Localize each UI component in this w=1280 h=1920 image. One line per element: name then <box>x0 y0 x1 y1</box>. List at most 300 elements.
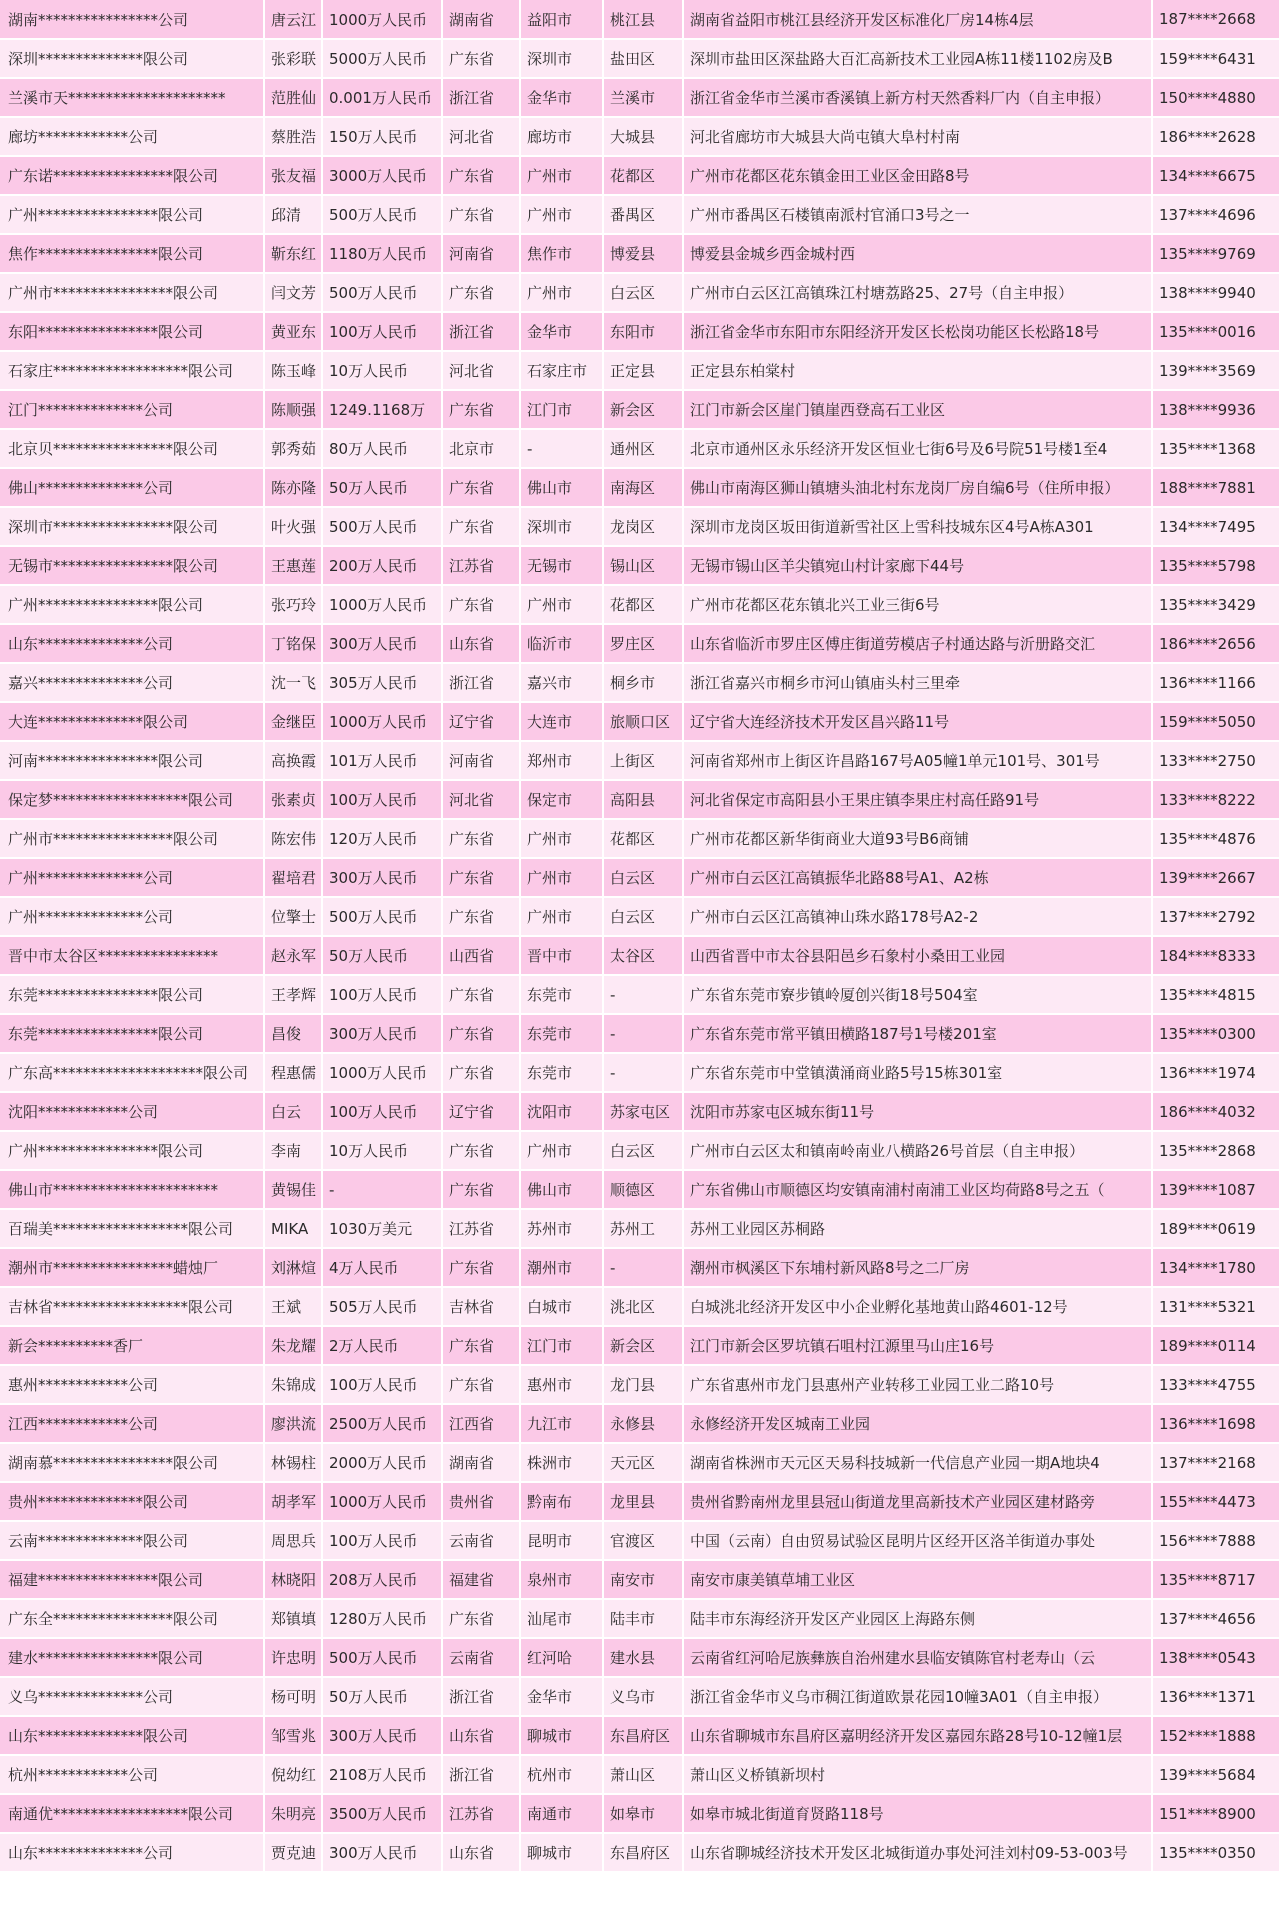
table-row <box>0 936 1280 975</box>
phone-cell: 136****1974 <box>1152 1053 1280 1092</box>
district-cell: 罗庄区 <box>603 624 683 663</box>
address-cell: 辽宁省大连经济技术开发区昌兴路11号 <box>683 702 1152 741</box>
table-row <box>0 1599 1280 1638</box>
table-row <box>0 1404 1280 1443</box>
phone-cell: 137****4696 <box>1152 195 1280 234</box>
address-cell: 河南省郑州市上街区许昌路167号A05幢1单元101号、301号 <box>683 741 1152 780</box>
company-name-cell: 佛山**************公司 <box>0 468 264 507</box>
legal-rep-cell: 朱龙耀 <box>264 1326 322 1365</box>
address-cell: 广东省惠州市龙门县惠州产业转移工业园工业二路10号 <box>683 1365 1152 1404</box>
legal-rep-cell: 贾克迪 <box>264 1833 322 1872</box>
legal-rep-cell: 周思兵 <box>264 1521 322 1560</box>
phone-cell: 135****2868 <box>1152 1131 1280 1170</box>
table-row <box>0 1482 1280 1521</box>
legal-rep-cell: 黄亚东 <box>264 312 322 351</box>
table-row <box>0 1716 1280 1755</box>
city-cell: 广州市 <box>520 195 603 234</box>
capital-cell: 50万人民币 <box>322 468 442 507</box>
capital-cell: 505万人民币 <box>322 1287 442 1326</box>
company-name-cell: 东莞****************限公司 <box>0 975 264 1014</box>
legal-rep-cell: 张彩联 <box>264 39 322 78</box>
table-row <box>0 312 1280 351</box>
city-cell: 广州市 <box>520 156 603 195</box>
address-cell: 山东省聊城经济技术开发区北城街道办事处河洼刘村09-53-003号 <box>683 1833 1152 1872</box>
city-cell: 金华市 <box>520 78 603 117</box>
district-cell: 东阳市 <box>603 312 683 351</box>
city-cell: 金华市 <box>520 1677 603 1716</box>
district-cell: 龙岗区 <box>603 507 683 546</box>
city-cell: 嘉兴市 <box>520 663 603 702</box>
district-cell: 兰溪市 <box>603 78 683 117</box>
city-cell: 黔南布 <box>520 1482 603 1521</box>
address-cell: 江门市新会区罗坑镇石咀村江源里马山庄16号 <box>683 1326 1152 1365</box>
capital-cell: 1000万人民币 <box>322 702 442 741</box>
phone-cell: 135****9769 <box>1152 234 1280 273</box>
address-cell: 浙江省嘉兴市桐乡市河山镇庙头村三里牵 <box>683 663 1152 702</box>
legal-rep-cell: 林锡柱 <box>264 1443 322 1482</box>
legal-rep-cell: MIKA <box>264 1209 322 1248</box>
table-row <box>0 1521 1280 1560</box>
city-cell: 杭州市 <box>520 1755 603 1794</box>
address-cell: 北京市通州区永乐经济开发区恒业七街6号及6号院51号楼1至4 <box>683 429 1152 468</box>
province-cell: 湖南省 <box>442 0 520 39</box>
address-cell: 贵州省黔南州龙里县冠山街道龙里高新技术产业园区建材路旁 <box>683 1482 1152 1521</box>
city-cell: 大连市 <box>520 702 603 741</box>
district-cell: 洮北区 <box>603 1287 683 1326</box>
phone-cell: 133****4755 <box>1152 1365 1280 1404</box>
phone-cell: 136****1698 <box>1152 1404 1280 1443</box>
legal-rep-cell: 邱清 <box>264 195 322 234</box>
capital-cell: 1000万人民币 <box>322 1482 442 1521</box>
address-cell: 沈阳市苏家屯区城东街11号 <box>683 1092 1152 1131</box>
table-row <box>0 1287 1280 1326</box>
phone-cell: 189****0619 <box>1152 1209 1280 1248</box>
district-cell: 白云区 <box>603 1131 683 1170</box>
address-cell: 白城洮北经济开发区中小企业孵化基地黄山路4601-12号 <box>683 1287 1152 1326</box>
phone-cell: 139****3569 <box>1152 351 1280 390</box>
address-cell: 正定县东柏棠村 <box>683 351 1152 390</box>
district-cell: 官渡区 <box>603 1521 683 1560</box>
address-cell: 云南省红河哈尼族彝族自治州建水县临安镇陈官村老寿山（云 <box>683 1638 1152 1677</box>
province-cell: 山西省 <box>442 936 520 975</box>
address-cell: 广东省东莞市中堂镇潢涌商业路5号15栋301室 <box>683 1053 1152 1092</box>
capital-cell: 1000万人民币 <box>322 1053 442 1092</box>
legal-rep-cell: 朱明亮 <box>264 1794 322 1833</box>
address-cell: 广州市花都区花东镇北兴工业三街6号 <box>683 585 1152 624</box>
province-cell: 广东省 <box>442 39 520 78</box>
province-cell: 广东省 <box>442 1326 520 1365</box>
company-name-cell: 江门**************公司 <box>0 390 264 429</box>
phone-cell: 134****7495 <box>1152 507 1280 546</box>
address-cell: 广州市白云区江高镇振华北路88号A1、A2栋 <box>683 858 1152 897</box>
city-cell: 佛山市 <box>520 1170 603 1209</box>
company-name-cell: 南通优******************限公司 <box>0 1794 264 1833</box>
address-cell: 广州市花都区新华街商业大道93号B6商铺 <box>683 819 1152 858</box>
phone-cell: 135****0350 <box>1152 1833 1280 1872</box>
capital-cell: 100万人民币 <box>322 975 442 1014</box>
city-cell: 沈阳市 <box>520 1092 603 1131</box>
district-cell: 桃江县 <box>603 0 683 39</box>
legal-rep-cell: 朱锦成 <box>264 1365 322 1404</box>
legal-rep-cell: 范胜仙 <box>264 78 322 117</box>
province-cell: 广东省 <box>442 507 520 546</box>
address-cell: 永修经济开发区城南工业园 <box>683 1404 1152 1443</box>
capital-cell: 500万人民币 <box>322 1638 442 1677</box>
table-row <box>0 1833 1280 1872</box>
phone-cell: 135****0016 <box>1152 312 1280 351</box>
capital-cell: 100万人民币 <box>322 312 442 351</box>
province-cell: 辽宁省 <box>442 702 520 741</box>
district-cell: 龙门县 <box>603 1365 683 1404</box>
district-cell: 花都区 <box>603 819 683 858</box>
phone-cell: 186****2628 <box>1152 117 1280 156</box>
legal-rep-cell: 位擎士 <box>264 897 322 936</box>
district-cell: 陆丰市 <box>603 1599 683 1638</box>
city-cell: 保定市 <box>520 780 603 819</box>
capital-cell: 300万人民币 <box>322 1014 442 1053</box>
company-name-cell: 山东**************限公司 <box>0 1716 264 1755</box>
capital-cell: 10万人民币 <box>322 1131 442 1170</box>
phone-cell: 155****4473 <box>1152 1482 1280 1521</box>
province-cell: 浙江省 <box>442 1677 520 1716</box>
table-row <box>0 507 1280 546</box>
company-name-cell: 潮州市****************蜡烛厂 <box>0 1248 264 1287</box>
city-cell: 晋中市 <box>520 936 603 975</box>
province-cell: 广东省 <box>442 1248 520 1287</box>
company-name-cell: 广东高********************限公司 <box>0 1053 264 1092</box>
province-cell: 广东省 <box>442 1053 520 1092</box>
phone-cell: 134****6675 <box>1152 156 1280 195</box>
address-cell: 河北省保定市高阳县小王果庄镇李果庄村高任路91号 <box>683 780 1152 819</box>
legal-rep-cell: 靳东红 <box>264 234 322 273</box>
legal-rep-cell: 许忠明 <box>264 1638 322 1677</box>
address-cell: 广州市白云区江高镇神山珠水路178号A2-2 <box>683 897 1152 936</box>
phone-cell: 186****2656 <box>1152 624 1280 663</box>
company-name-cell: 广州****************限公司 <box>0 585 264 624</box>
phone-cell: 135****1368 <box>1152 429 1280 468</box>
company-name-cell: 广州**************公司 <box>0 858 264 897</box>
province-cell: 湖南省 <box>442 1443 520 1482</box>
legal-rep-cell: 胡孝军 <box>264 1482 322 1521</box>
table-row <box>0 741 1280 780</box>
province-cell: 广东省 <box>442 1170 520 1209</box>
city-cell: 聊城市 <box>520 1716 603 1755</box>
address-cell: 无锡市锡山区羊尖镇宛山村计家廊下44号 <box>683 546 1152 585</box>
district-cell: - <box>603 975 683 1014</box>
address-cell: 湖南省株洲市天元区天易科技城新一代信息产业园一期A地块4 <box>683 1443 1152 1482</box>
company-name-cell: 义乌**************公司 <box>0 1677 264 1716</box>
city-cell: 深圳市 <box>520 507 603 546</box>
company-name-cell: 湖南****************公司 <box>0 0 264 39</box>
address-cell: 山东省临沂市罗庄区傅庄街道劳模店子村通达路与沂册路交汇 <box>683 624 1152 663</box>
district-cell: 顺德区 <box>603 1170 683 1209</box>
district-cell: 如皋市 <box>603 1794 683 1833</box>
phone-cell: 138****9940 <box>1152 273 1280 312</box>
city-cell: 郑州市 <box>520 741 603 780</box>
phone-cell: 135****5798 <box>1152 546 1280 585</box>
table-row <box>0 1443 1280 1482</box>
table-row <box>0 624 1280 663</box>
capital-cell: 500万人民币 <box>322 897 442 936</box>
province-cell: 江西省 <box>442 1404 520 1443</box>
province-cell: 广东省 <box>442 468 520 507</box>
city-cell: 泉州市 <box>520 1560 603 1599</box>
address-cell: 广东省东莞市常平镇田横路187号1号楼201室 <box>683 1014 1152 1053</box>
capital-cell: 5000万人民币 <box>322 39 442 78</box>
legal-rep-cell: 白云 <box>264 1092 322 1131</box>
district-cell: - <box>603 1053 683 1092</box>
city-cell: 汕尾市 <box>520 1599 603 1638</box>
company-name-cell: 广州市****************限公司 <box>0 819 264 858</box>
phone-cell: 187****2668 <box>1152 0 1280 39</box>
legal-rep-cell: 杨可明 <box>264 1677 322 1716</box>
phone-cell: 152****1888 <box>1152 1716 1280 1755</box>
city-cell: 广州市 <box>520 273 603 312</box>
company-name-cell: 福建****************限公司 <box>0 1560 264 1599</box>
legal-rep-cell: 张巧玲 <box>264 585 322 624</box>
capital-cell: 100万人民币 <box>322 1092 442 1131</box>
district-cell: - <box>603 1014 683 1053</box>
capital-cell: 2000万人民币 <box>322 1443 442 1482</box>
company-name-cell: 建水****************限公司 <box>0 1638 264 1677</box>
province-cell: 河南省 <box>442 234 520 273</box>
district-cell: - <box>603 1248 683 1287</box>
capital-cell: 300万人民币 <box>322 624 442 663</box>
capital-cell: 1030万美元 <box>322 1209 442 1248</box>
district-cell: 龙里县 <box>603 1482 683 1521</box>
capital-cell: 0.001万人民币 <box>322 78 442 117</box>
company-name-cell: 北京贝****************限公司 <box>0 429 264 468</box>
phone-cell: 184****8333 <box>1152 936 1280 975</box>
city-cell: 广州市 <box>520 819 603 858</box>
company-name-cell: 东莞****************限公司 <box>0 1014 264 1053</box>
capital-cell: 50万人民币 <box>322 1677 442 1716</box>
district-cell: 苏家屯区 <box>603 1092 683 1131</box>
address-cell: 萧山区义桥镇新坝村 <box>683 1755 1152 1794</box>
city-cell: 江门市 <box>520 1326 603 1365</box>
phone-cell: 135****4876 <box>1152 819 1280 858</box>
legal-rep-cell: 叶火强 <box>264 507 322 546</box>
company-name-cell: 广州**************公司 <box>0 897 264 936</box>
legal-rep-cell: 沈一飞 <box>264 663 322 702</box>
company-name-cell: 云南**************限公司 <box>0 1521 264 1560</box>
table-row <box>0 1677 1280 1716</box>
capital-cell: 300万人民币 <box>322 1833 442 1872</box>
phone-cell: 136****1166 <box>1152 663 1280 702</box>
phone-cell: 138****9936 <box>1152 390 1280 429</box>
table-row <box>0 1131 1280 1170</box>
phone-cell: 135****3429 <box>1152 585 1280 624</box>
address-cell: 博爱县金城乡西金城村西 <box>683 234 1152 273</box>
table-row <box>0 702 1280 741</box>
legal-rep-cell: 刘淋煊 <box>264 1248 322 1287</box>
company-name-cell: 江西************公司 <box>0 1404 264 1443</box>
phone-cell: 156****7888 <box>1152 1521 1280 1560</box>
capital-cell: 1000万人民币 <box>322 0 442 39</box>
address-cell: 浙江省金华市东阳市东阳经济开发区长松岗功能区长松路18号 <box>683 312 1152 351</box>
company-name-cell: 兰溪市天********************* <box>0 78 264 117</box>
province-cell: 贵州省 <box>442 1482 520 1521</box>
phone-cell: 139****2667 <box>1152 858 1280 897</box>
company-name-cell: 河南****************限公司 <box>0 741 264 780</box>
phone-cell: 159****6431 <box>1152 39 1280 78</box>
address-cell: 深圳市盐田区深盐路大百汇高新技术工业园A栋11楼1102房及B <box>683 39 1152 78</box>
company-name-cell: 佛山市********************** <box>0 1170 264 1209</box>
capital-cell: 100万人民币 <box>322 1521 442 1560</box>
province-cell: 河南省 <box>442 741 520 780</box>
address-cell: 广州市番禺区石楼镇南派村官涌口3号之一 <box>683 195 1152 234</box>
legal-rep-cell: 高换霞 <box>264 741 322 780</box>
district-cell: 苏州工 <box>603 1209 683 1248</box>
legal-rep-cell: 郑镇填 <box>264 1599 322 1638</box>
table-row <box>0 1209 1280 1248</box>
legal-rep-cell: 王惠莲 <box>264 546 322 585</box>
city-cell: 广州市 <box>520 1131 603 1170</box>
address-cell: 河北省廊坊市大城县大尚屯镇大阜村村南 <box>683 117 1152 156</box>
capital-cell: 10万人民币 <box>322 351 442 390</box>
district-cell: 番禺区 <box>603 195 683 234</box>
table-row <box>0 156 1280 195</box>
capital-cell: 300万人民币 <box>322 1716 442 1755</box>
company-name-cell: 广州****************限公司 <box>0 1131 264 1170</box>
capital-cell: 100万人民币 <box>322 1365 442 1404</box>
phone-cell: 151****8900 <box>1152 1794 1280 1833</box>
district-cell: 太谷区 <box>603 936 683 975</box>
company-name-cell: 新会**********香厂 <box>0 1326 264 1365</box>
legal-rep-cell: 王斌 <box>264 1287 322 1326</box>
phone-cell: 134****1780 <box>1152 1248 1280 1287</box>
capital-cell: 4万人民币 <box>322 1248 442 1287</box>
table-row <box>0 117 1280 156</box>
address-cell: 广州市白云区太和镇南岭南业八横路26号首层（自主申报） <box>683 1131 1152 1170</box>
capital-cell: 500万人民币 <box>322 195 442 234</box>
province-cell: 北京市 <box>442 429 520 468</box>
company-name-cell: 晋中市太谷区**************** <box>0 936 264 975</box>
phone-cell: 137****2168 <box>1152 1443 1280 1482</box>
table-row <box>0 780 1280 819</box>
phone-cell: 150****4880 <box>1152 78 1280 117</box>
address-cell: 中国（云南）自由贸易试验区昆明片区经开区洛羊街道办事处 <box>683 1521 1152 1560</box>
city-cell: 佛山市 <box>520 468 603 507</box>
district-cell: 白云区 <box>603 897 683 936</box>
address-cell: 广州市花都区花东镇金田工业区金田路8号 <box>683 156 1152 195</box>
company-name-cell: 杭州************公司 <box>0 1755 264 1794</box>
phone-cell: 137****4656 <box>1152 1599 1280 1638</box>
phone-cell: 131****5321 <box>1152 1287 1280 1326</box>
province-cell: 广东省 <box>442 1365 520 1404</box>
province-cell: 浙江省 <box>442 312 520 351</box>
capital-cell: 100万人民币 <box>322 780 442 819</box>
district-cell: 高阳县 <box>603 780 683 819</box>
city-cell: - <box>520 429 603 468</box>
capital-cell: 1180万人民币 <box>322 234 442 273</box>
province-cell: 广东省 <box>442 897 520 936</box>
phone-cell: 186****4032 <box>1152 1092 1280 1131</box>
province-cell: 广东省 <box>442 273 520 312</box>
table-row <box>0 1014 1280 1053</box>
table-row <box>0 1326 1280 1365</box>
company-name-cell: 廊坊************公司 <box>0 117 264 156</box>
district-cell: 花都区 <box>603 585 683 624</box>
capital-cell: 150万人民币 <box>322 117 442 156</box>
legal-rep-cell: 程惠儒 <box>264 1053 322 1092</box>
table-row <box>0 1248 1280 1287</box>
city-cell: 东莞市 <box>520 1053 603 1092</box>
district-cell: 桐乡市 <box>603 663 683 702</box>
company-name-cell: 广东诺****************限公司 <box>0 156 264 195</box>
phone-cell: 133****8222 <box>1152 780 1280 819</box>
district-cell: 建水县 <box>603 1638 683 1677</box>
address-cell: 佛山市南海区狮山镇塘头油北村东龙岗厂房自编6号（住所申报） <box>683 468 1152 507</box>
legal-rep-cell: 赵永军 <box>264 936 322 975</box>
capital-cell: 80万人民币 <box>322 429 442 468</box>
city-cell: 江门市 <box>520 390 603 429</box>
city-cell: 红河哈 <box>520 1638 603 1677</box>
city-cell: 九江市 <box>520 1404 603 1443</box>
company-name-cell: 山东**************公司 <box>0 1833 264 1872</box>
legal-rep-cell: 张素贞 <box>264 780 322 819</box>
province-cell: 广东省 <box>442 819 520 858</box>
company-name-cell: 深圳**************限公司 <box>0 39 264 78</box>
city-cell: 无锡市 <box>520 546 603 585</box>
province-cell: 广东省 <box>442 858 520 897</box>
phone-cell: 137****2792 <box>1152 897 1280 936</box>
table-row <box>0 1092 1280 1131</box>
company-name-cell: 广州****************限公司 <box>0 195 264 234</box>
legal-rep-cell: 陈玉峰 <box>264 351 322 390</box>
city-cell: 南通市 <box>520 1794 603 1833</box>
company-name-cell: 惠州************公司 <box>0 1365 264 1404</box>
company-name-cell: 石家庄******************限公司 <box>0 351 264 390</box>
province-cell: 吉林省 <box>442 1287 520 1326</box>
address-cell: 广州市白云区江高镇珠江村塘荔路25、27号（自主申报） <box>683 273 1152 312</box>
capital-cell: 50万人民币 <box>322 936 442 975</box>
city-cell: 惠州市 <box>520 1365 603 1404</box>
city-cell: 东莞市 <box>520 1014 603 1053</box>
province-cell: 广东省 <box>442 156 520 195</box>
city-cell: 廊坊市 <box>520 117 603 156</box>
capital-cell: 500万人民币 <box>322 507 442 546</box>
table-row <box>0 78 1280 117</box>
table-row <box>0 975 1280 1014</box>
legal-rep-cell: 林晓阳 <box>264 1560 322 1599</box>
table-row <box>0 351 1280 390</box>
address-cell: 山西省晋中市太谷县阳邑乡石象村小桑田工业园 <box>683 936 1152 975</box>
city-cell: 东莞市 <box>520 975 603 1014</box>
phone-cell: 136****1371 <box>1152 1677 1280 1716</box>
address-cell: 苏州工业园区苏桐路 <box>683 1209 1152 1248</box>
district-cell: 正定县 <box>603 351 683 390</box>
legal-rep-cell: 蔡胜浩 <box>264 117 322 156</box>
table-row <box>0 468 1280 507</box>
legal-rep-cell: 金继臣 <box>264 702 322 741</box>
district-cell: 新会区 <box>603 390 683 429</box>
address-cell: 深圳市龙岗区坂田街道新雪社区上雪科技城东区4号A栋A301 <box>683 507 1152 546</box>
phone-cell: 135****4815 <box>1152 975 1280 1014</box>
district-cell: 东昌府区 <box>603 1716 683 1755</box>
table-row <box>0 585 1280 624</box>
district-cell: 白云区 <box>603 858 683 897</box>
table-row <box>0 897 1280 936</box>
phone-cell: 138****0543 <box>1152 1638 1280 1677</box>
phone-cell: 135****8717 <box>1152 1560 1280 1599</box>
company-name-cell: 焦作****************限公司 <box>0 234 264 273</box>
address-cell: 广东省佛山市顺德区均安镇南浦村南浦工业区均荷路8号之五（ <box>683 1170 1152 1209</box>
table-row <box>0 1170 1280 1209</box>
province-cell: 河北省 <box>442 351 520 390</box>
district-cell: 天元区 <box>603 1443 683 1482</box>
legal-rep-cell: 张友福 <box>264 156 322 195</box>
